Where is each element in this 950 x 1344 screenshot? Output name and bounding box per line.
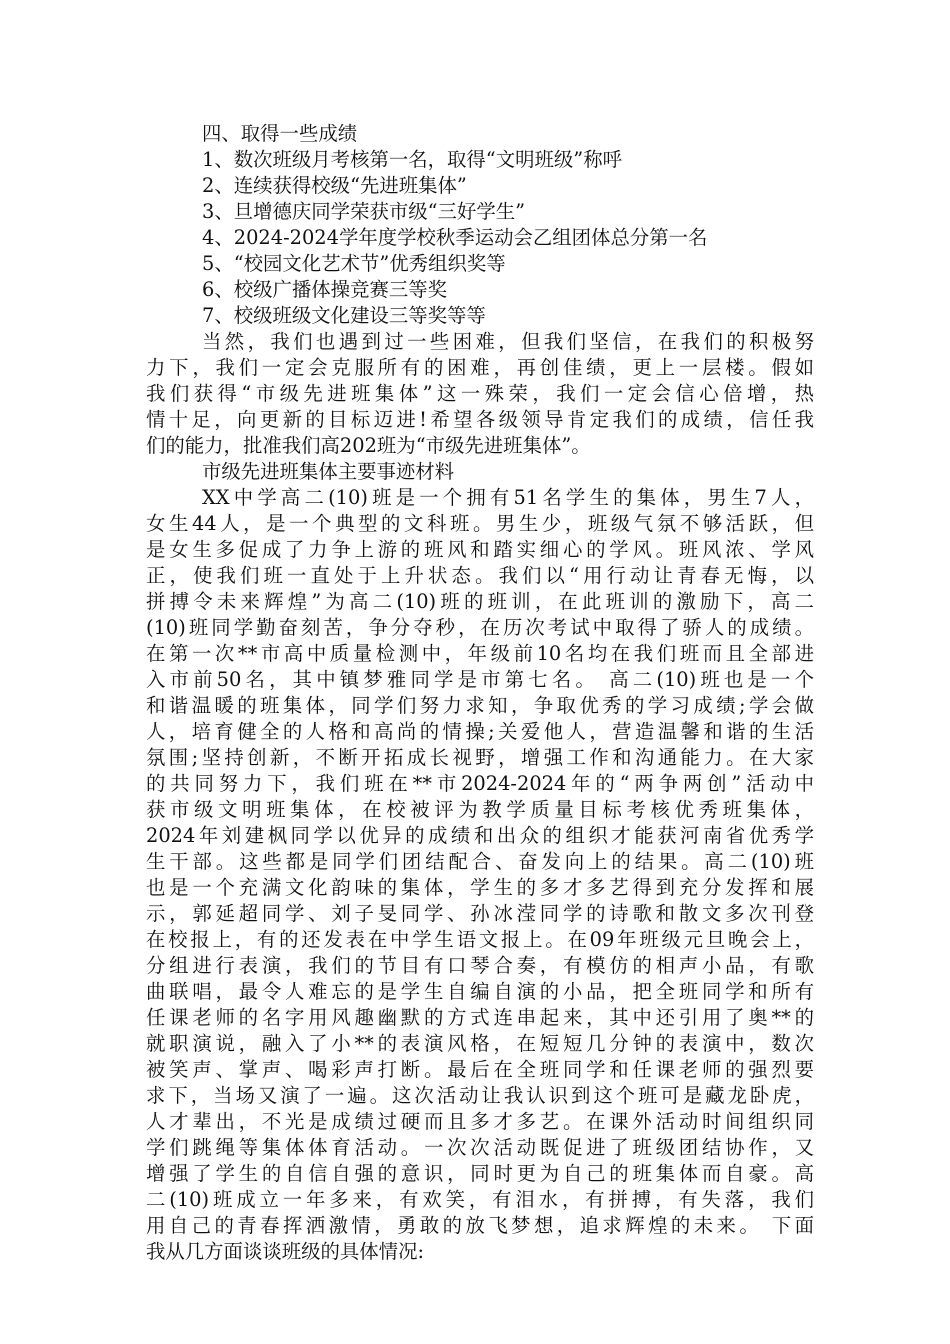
- paragraph-line: 也是一个充满文化韵味的集体，学生的多才多艺得到充分发挥和展: [146, 876, 814, 899]
- paragraph-line: 被笑声、掌声、喝彩声打断。最后在全班同学和任课老师的强烈要: [146, 1058, 814, 1081]
- paragraph-line: 当然，我们也遇到过一些困难，但我们坚信，在我们的积极努: [202, 330, 814, 353]
- paragraph-line: 女生44人，是一个典型的文科班。男生少，班级气氛不够活跃，但: [146, 512, 814, 535]
- paragraph-line: 在校报上，有的还发表在中学生语文报上。在09年班级元旦晚会上，: [146, 928, 814, 951]
- section-heading: 四、取得一些成绩: [202, 122, 358, 145]
- achievement-item: 5、“校园文化艺术节”优秀组织奖等: [202, 252, 506, 275]
- paragraph-line: (10)班同学勤奋刻苦，争分夺秒，在历次考试中取得了骄人的成绩。: [146, 616, 814, 639]
- paragraph-line: 是女生多促成了力争上游的班风和踏实细心的学风。班风浓、学风: [146, 538, 814, 561]
- paragraph-line: 我从几方面谈谈班级的具体情况:: [146, 1240, 425, 1263]
- paragraph-line: 我们获得“市级先进班集体”这一殊荣，我们一定会信心倍增，热: [146, 382, 814, 405]
- material-paragraph: [146, 485, 814, 1265]
- paragraph-line: 就职演说，融入了小**的表演风格，在短短几分钟的表演中，数次: [146, 1032, 814, 1055]
- paragraph-line: 学们跳绳等集体体育活动。一次次活动既促进了班级团结协作，又: [146, 1136, 814, 1159]
- paragraph-line: XX中学高二(10)班是一个拥有51名学生的集体，男生7人，: [202, 486, 814, 509]
- achievement-item: 2、连续获得校级“先进班集体”: [202, 174, 467, 197]
- paragraph-line: 任课老师的名字用风趣幽默的方式连串起来，其中还引用了奥**的: [146, 1006, 814, 1029]
- achievement-item: 3、旦增德庆同学荣获市级“三好学生”: [202, 200, 526, 223]
- achievement-item: 6、校级广播体操竞赛三等奖: [202, 278, 448, 301]
- paragraph-line: 获市级文明班集体，在校被评为教学质量目标考核优秀班集体，: [146, 798, 814, 821]
- paragraph-line: 情十足，向更新的目标迈进!希望各级领导肯定我们的成绩，信任我: [146, 408, 814, 431]
- paragraph-line: 生干部。这些都是同学们团结配合、奋发向上的结果。高二(10)班: [146, 850, 814, 873]
- achievement-item: 4、2024-2024学年度学校秋季运动会乙组团体总分第一名: [202, 226, 708, 249]
- paragraph-line: 示，郭延超同学、刘子旻同学、孙冰滢同学的诗歌和散文多次刊登: [146, 902, 814, 925]
- paragraph-line: 人才辈出，不光是成绩过硬而且多才多艺。在课外活动时间组织同: [146, 1110, 814, 1133]
- paragraph-line: 的共同努力下，我们班在**市2024-2024年的“两争两创”活动中: [146, 772, 814, 795]
- paragraph-line: 入市前50名，其中镇梦雅同学是市第七名。 高二(10)班也是一个: [146, 668, 814, 691]
- material-title: 市级先进班集体主要事迹材料: [202, 460, 455, 483]
- paragraph-line: 正，使我们班一直处于上升状态。我们以“用行动让青春无悔，以: [146, 564, 814, 587]
- paragraph-line: 二(10)班成立一年多来，有欢笑，有泪水，有拼搏，有失落，我们: [146, 1188, 814, 1211]
- paragraph-line: 2024年刘建枫同学以优异的成绩和出众的组织才能获河南省优秀学: [146, 824, 814, 847]
- paragraph-line: 增强了学生的自信自强的意识，同时更为自己的班集体而自豪。高: [146, 1162, 814, 1185]
- document-body: [146, 121, 814, 1265]
- paragraph-line: 力下，我们一定会克服所有的困难，再创佳绩，更上一层楼。假如: [146, 356, 814, 379]
- paragraph-line: 用自己的青春挥洒激情，勇敢的放飞梦想，追求辉煌的未来。 下面: [146, 1214, 814, 1237]
- achievement-item: 7、校级班级文化建设三等奖等等: [202, 304, 486, 327]
- paragraph-line: 氛围;坚持创新，不断开拓成长视野，增强工作和沟通能力。在大家: [146, 746, 814, 769]
- achievement-list: [146, 147, 814, 329]
- paragraph-line: 求下，当场又演了一遍。这次活动让我认识到这个班可是藏龙卧虎，: [146, 1084, 814, 1107]
- closing-paragraph: [146, 329, 814, 459]
- paragraph-line: 拼搏令未来辉煌”为高二(10)班的班训，在此班训的激励下，高二: [146, 590, 814, 613]
- paragraph-line: 和谐温暖的班集体，同学们努力求知，争取优秀的学习成绩;学会做: [146, 694, 814, 717]
- paragraph-line: 曲联唱，最令人难忘的是学生自编自演的小品，把全班同学和所有: [146, 980, 814, 1003]
- achievement-item: 1、数次班级月考核第一名，取得“文明班级”称呼: [202, 148, 622, 171]
- paragraph-line: 分组进行表演，我们的节目有口琴合奏，有模仿的相声小品，有歌: [146, 954, 814, 977]
- paragraph-line: 们的能力，批准我们高202班为“市级先进班集体”。: [146, 434, 591, 457]
- paragraph-line: 在第一次**市高中质量检测中，年级前10名均在我们班而且全部进: [146, 642, 814, 665]
- paragraph-line: 人，培育健全的人格和高尚的情操;关爱他人，营造温馨和谐的生活: [146, 720, 814, 743]
